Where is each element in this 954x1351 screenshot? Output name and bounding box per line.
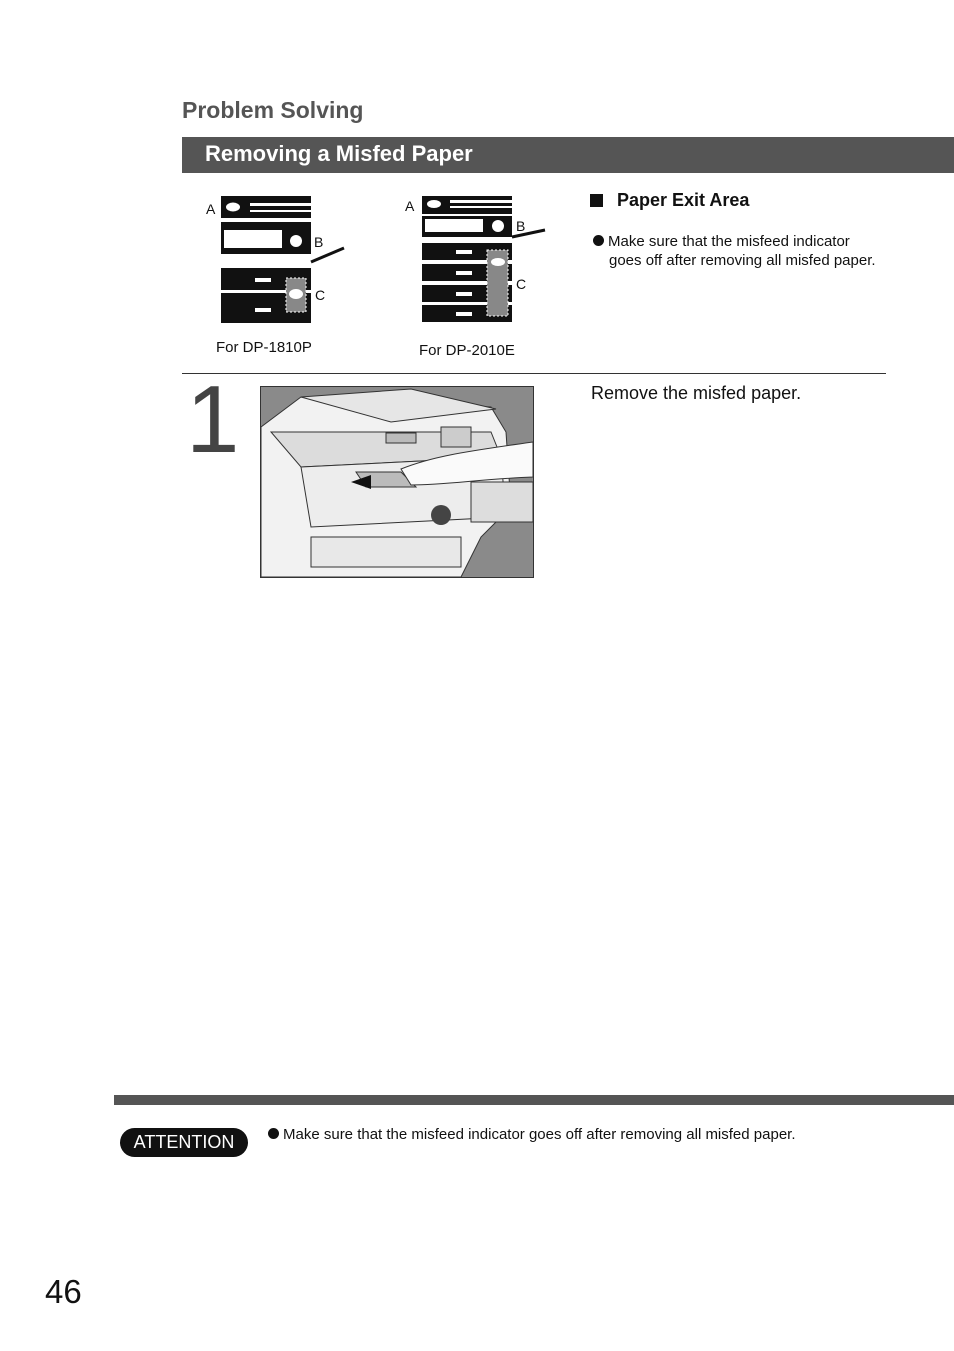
- section-title: Problem Solving: [182, 97, 364, 123]
- section-divider: [182, 373, 886, 374]
- paper-exit-note-text: Make sure that the misfeed indicator goes off after removing all misfed paper.: [608, 233, 876, 269]
- diagram-left-label-b: B: [314, 234, 324, 250]
- diagram-left-label-c: C: [315, 287, 326, 303]
- attention-note-text: Make sure that the misfeed indicator goes off after removing all misfed paper.: [283, 1126, 796, 1143]
- attention-badge: ATTENTION: [120, 1128, 248, 1157]
- step-instruction: Remove the misfed paper.: [591, 383, 802, 403]
- dp1810p-diagram: [200, 192, 360, 332]
- dp2010e-diagram: [400, 192, 560, 332]
- diagram-right-label-a: A: [405, 198, 415, 214]
- square-bullet-icon: [590, 194, 603, 207]
- paper-exit-heading-text: Paper Exit Area: [617, 190, 750, 210]
- copier-illustration: [260, 386, 534, 578]
- diagram-left-label-a: A: [206, 201, 216, 217]
- diagram-right-label-b: B: [516, 218, 526, 234]
- paper-exit-note: [593, 232, 878, 270]
- copier-drawing: [261, 387, 533, 577]
- diagram-right-caption: For DP-2010E: [419, 342, 515, 359]
- page-number: 46: [45, 1273, 82, 1310]
- page-title: Removing a Misfed Paper: [205, 141, 473, 166]
- diagram-left-caption: For DP-1810P: [216, 339, 312, 356]
- diagram-right-label-c: C: [516, 276, 527, 292]
- bullet-icon: [268, 1128, 279, 1139]
- paper-exit-heading: [590, 190, 749, 211]
- attention-note: [268, 1126, 796, 1143]
- bottom-rule: [114, 1095, 954, 1105]
- step-number: 1: [186, 366, 240, 473]
- bullet-icon: [593, 235, 604, 246]
